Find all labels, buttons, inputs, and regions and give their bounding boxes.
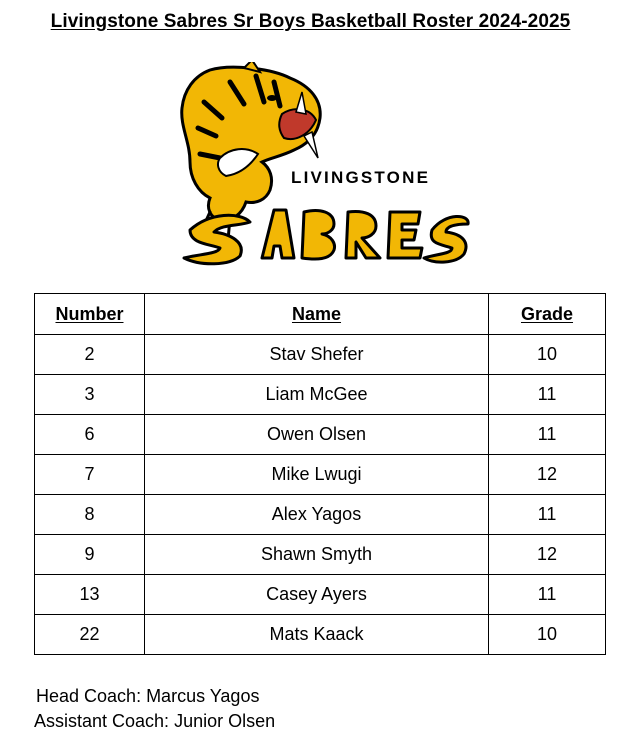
header-grade: Grade xyxy=(489,294,606,335)
table-row xyxy=(35,335,606,375)
cell-grade: 11 xyxy=(489,415,606,455)
sabres-logo xyxy=(170,62,470,268)
cell-number: 9 xyxy=(35,535,145,575)
cell-name: Stav Shefer xyxy=(145,335,489,375)
assistant-coach: Assistant Coach: Junior Olsen xyxy=(34,711,276,731)
head-coach: Head Coach: Marcus Yagos xyxy=(36,686,260,706)
logo-wordmark: LIVINGSTONE xyxy=(291,168,431,187)
table-row xyxy=(35,575,606,615)
header-number: Number xyxy=(35,294,145,335)
cell-number: 7 xyxy=(35,455,145,495)
cell-number: 2 xyxy=(35,335,145,375)
cell-number: 3 xyxy=(35,375,145,415)
header-name: Name xyxy=(145,294,489,335)
cell-number: 8 xyxy=(35,495,145,535)
table-row xyxy=(35,495,606,535)
table-row xyxy=(35,455,606,495)
cell-number: 6 xyxy=(35,415,145,455)
table-row xyxy=(35,615,606,655)
roster-table xyxy=(34,293,606,655)
sabretooth-tiger-icon xyxy=(170,62,470,268)
table-row xyxy=(35,415,606,455)
cell-number: 13 xyxy=(35,575,145,615)
cell-grade: 10 xyxy=(489,335,606,375)
cell-grade: 12 xyxy=(489,535,606,575)
cell-name: Owen Olsen xyxy=(145,415,489,455)
cell-grade: 12 xyxy=(489,455,606,495)
cell-name: Casey Ayers xyxy=(145,575,489,615)
table-row xyxy=(35,375,606,415)
cell-name: Mats Kaack xyxy=(145,615,489,655)
cell-grade: 11 xyxy=(489,575,606,615)
cell-grade: 11 xyxy=(489,495,606,535)
table-header-row xyxy=(35,294,606,335)
cell-name: Mike Lwugi xyxy=(145,455,489,495)
cell-name: Shawn Smyth xyxy=(145,535,489,575)
table-row xyxy=(35,535,606,575)
cell-name: Alex Yagos xyxy=(145,495,489,535)
cell-grade: 11 xyxy=(489,375,606,415)
cell-name: Liam McGee xyxy=(145,375,489,415)
page-title: Livingstone Sabres Sr Boys Basketball Roster 2024-2025 xyxy=(50,11,571,32)
cell-grade: 10 xyxy=(489,615,606,655)
cell-number: 22 xyxy=(35,615,145,655)
